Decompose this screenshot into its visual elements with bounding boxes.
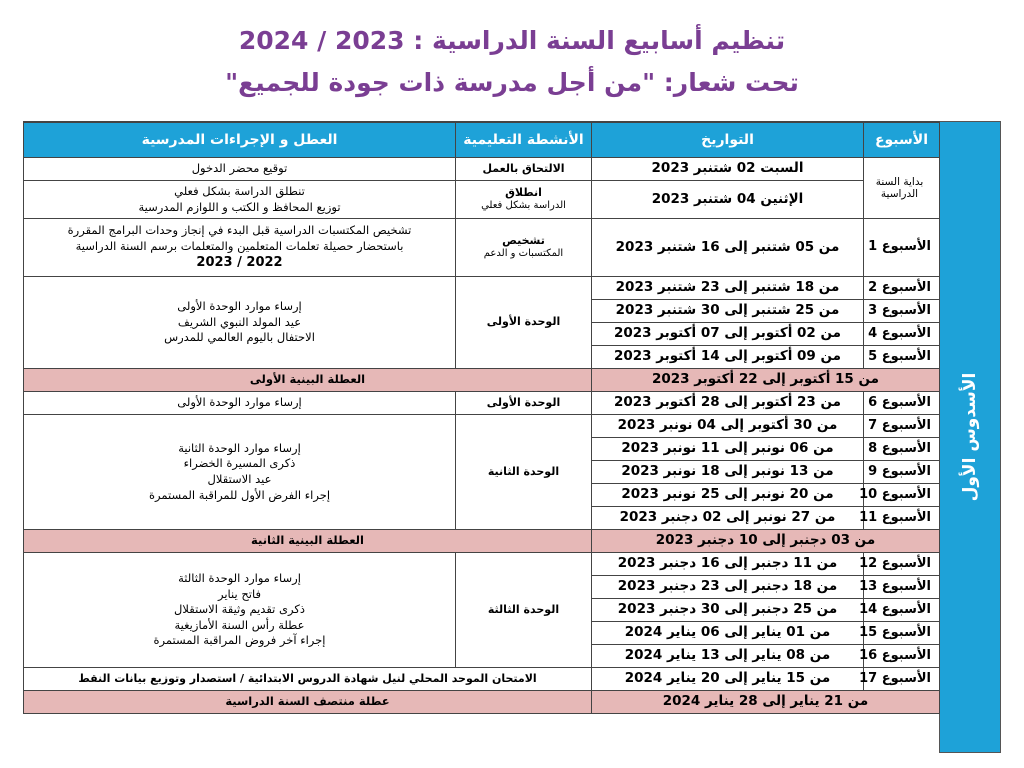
table-row (24, 415, 940, 438)
table-row (24, 181, 940, 219)
week-label: الأسبوع 9 (864, 461, 940, 484)
date-cell: من 06 نونبر إلى 11 نونبر 2023 (592, 438, 864, 461)
date-cell: السبت 02 شتنبر 2023 (592, 158, 864, 181)
procedure-cell (24, 219, 456, 277)
table-header-row (24, 122, 940, 158)
activity-cell: الوحدة الثالثة (456, 553, 592, 668)
date-cell: من 15 يناير إلى 20 يناير 2024 (592, 668, 864, 691)
procedure-line: 2022 / 2023 (196, 255, 283, 271)
break-name-cell: عطلة منتصف السنة الدراسية (24, 691, 592, 714)
activity-cell: الالتحاق بالعمل (456, 158, 592, 181)
procedure-cell (24, 158, 456, 181)
week-label: الأسبوع 7 (864, 415, 940, 438)
date-cell: من 25 دجنبر إلى 30 دجنبر 2023 (592, 599, 864, 622)
date-cell: من 11 دجنبر إلى 16 دجنبر 2023 (592, 553, 864, 576)
week-label: الأسبوع 17 (864, 668, 940, 691)
break-name-cell: العطلة البينية الثانية (24, 530, 592, 553)
week-label: الأسبوع 10 (864, 484, 940, 507)
procedure-cell (24, 553, 456, 668)
activity-cell (456, 219, 592, 277)
procedure-line: فاتح يناير (217, 586, 261, 601)
activity-line: تشخيص (502, 234, 545, 248)
procedure-cell (24, 181, 456, 219)
activity-line: الدراسة بشكل فعلي (481, 200, 566, 212)
header-week: الأسبوع (864, 122, 940, 158)
break-date-cell: من 03 دجنبر إلى 10 دجنبر 2023 (592, 530, 940, 553)
date-cell: من 30 أكتوبر إلى 04 نونبر 2023 (592, 415, 864, 438)
procedure-cell (24, 392, 456, 415)
table-row-break (24, 691, 940, 714)
activity-cell: الوحدة الأولى (456, 277, 592, 369)
procedure-line: توزيع المحافظ و الكتب و اللوازم المدرسية (138, 199, 341, 214)
break-date-cell: من 21 يناير إلى 28 يناير 2024 (592, 691, 940, 714)
week-label: الأسبوع 12 (864, 553, 940, 576)
procedure-line: إرساء موارد الوحدة الثالثة (178, 571, 301, 586)
date-cell: من 08 يناير إلى 13 يناير 2024 (592, 645, 864, 668)
date-cell: من 13 نونبر إلى 18 نونبر 2023 (592, 461, 864, 484)
activity-cell (456, 181, 592, 219)
procedure-line: عيد المولد النبوي الشريف (177, 314, 302, 329)
procedure-cell (24, 415, 456, 530)
page-title: تنظيم أسابيع السنة الدراسية : 2023 / 2024 (238, 26, 786, 55)
activity-cell: الوحدة الثانية (456, 415, 592, 530)
activity-line: المكتسبات و الدعم (483, 248, 564, 260)
week-label: الأسبوع 4 (864, 323, 940, 346)
procedure-line: ذكرى تقديم وثيقة الاستقلال (174, 602, 305, 617)
schedule-table (23, 121, 940, 714)
week-label: الأسبوع 16 (864, 645, 940, 668)
week-label: الأسبوع 6 (864, 392, 940, 415)
procedure-line: إرساء موارد الوحدة الأولى (177, 299, 302, 314)
procedure-line: باستحضار حصيلة تعلمات المتعلمين والمتعلمات برسم السنة الدراسية (75, 238, 404, 253)
week-label: الأسبوع 14 (864, 599, 940, 622)
week-label: بداية السنة الدراسية (864, 158, 940, 219)
procedure-line: إجراء الفرض الأول للمراقبة المستمرة (148, 487, 331, 502)
week-label: الأسبوع 1 (864, 219, 940, 277)
semester-label: الأسدوس الأول (960, 372, 980, 502)
date-cell: من 01 يناير إلى 06 يناير 2024 (592, 622, 864, 645)
date-cell: من 20 نونبر إلى 25 نونبر 2023 (592, 484, 864, 507)
week-label: الأسبوع 15 (864, 622, 940, 645)
table-row (24, 553, 940, 576)
date-cell: من 23 أكتوبر إلى 28 أكتوبر 2023 (592, 392, 864, 415)
week-label: الأسبوع 2 (864, 277, 940, 300)
break-name-cell: العطلة البينية الأولى (24, 369, 592, 392)
procedure-line: تنطلق الدراسة بشكل فعلي (174, 183, 305, 198)
date-cell: من 09 أكتوبر إلى 14 أكتوبر 2023 (592, 346, 864, 369)
date-cell: من 18 دجنبر إلى 23 دجنبر 2023 (592, 576, 864, 599)
header-activities: الأنشطة التعليمية (456, 122, 592, 158)
table-row-break (24, 530, 940, 553)
procedure-cell: الامتحان الموحد المحلي لنيل شهادة الدروس الابتدائية / استصدار وتوزيع بيانات النقط (24, 668, 592, 691)
procedure-line: عطلة رأس السنة الأمازيغية (174, 617, 305, 632)
header-procedures: العطل و الإجراءات المدرسية (24, 122, 456, 158)
procedure-line: توقيع محضر الدخول (191, 161, 288, 176)
date-cell: من 05 شتنبر إلى 16 شتنبر 2023 (592, 219, 864, 277)
table-row (24, 668, 940, 691)
table-row (24, 158, 940, 181)
table-row (24, 277, 940, 300)
procedure-line: إرساء موارد الوحدة الأولى (177, 395, 302, 410)
week-label: الأسبوع 5 (864, 346, 940, 369)
date-cell: الإثنين 04 شتنبر 2023 (592, 181, 864, 219)
procedure-line: عيد الاستقلال (207, 472, 272, 486)
table-row (24, 392, 940, 415)
week-label: الأسبوع 8 (864, 438, 940, 461)
page-subtitle: تحت شعار: "من أجل مدرسة ذات جودة للجميع" (225, 68, 799, 97)
week-label: الأسبوع 13 (864, 576, 940, 599)
procedure-line: الاحتفال باليوم العالمي للمدرس (164, 330, 315, 345)
date-cell: من 27 نونبر إلى 02 دجنبر 2023 (592, 507, 864, 530)
header-dates: التواريخ (592, 122, 864, 158)
week-label: الأسبوع 3 (864, 300, 940, 323)
semester-sidebar (939, 121, 1001, 753)
break-date-cell: من 15 أكتوبر إلى 22 أكتوبر 2023 (592, 369, 940, 392)
date-cell: من 18 شتنبر إلى 23 شتنبر 2023 (592, 277, 864, 300)
procedure-line: ذكرى المسيرة الخضراء (183, 456, 296, 471)
table-row-break (24, 369, 940, 392)
procedure-line: إرساء موارد الوحدة الثانية (178, 440, 301, 455)
date-cell: من 25 شتنبر إلى 30 شتنبر 2023 (592, 300, 864, 323)
date-cell: من 02 أكتوبر إلى 07 أكتوبر 2023 (592, 323, 864, 346)
activity-cell: الوحدة الأولى (456, 392, 592, 415)
procedure-cell (24, 277, 456, 369)
activity-line: انطلاق (505, 186, 542, 200)
table-row (24, 219, 940, 277)
procedure-line: إجراء آخر فروض المراقبة المستمرة (153, 633, 326, 648)
procedure-line: تشخيص المكتسبات الدراسية قبل البدء في إنجاز وحدات البرامج المقررة (67, 223, 412, 238)
week-label: الأسبوع 11 (864, 507, 940, 530)
